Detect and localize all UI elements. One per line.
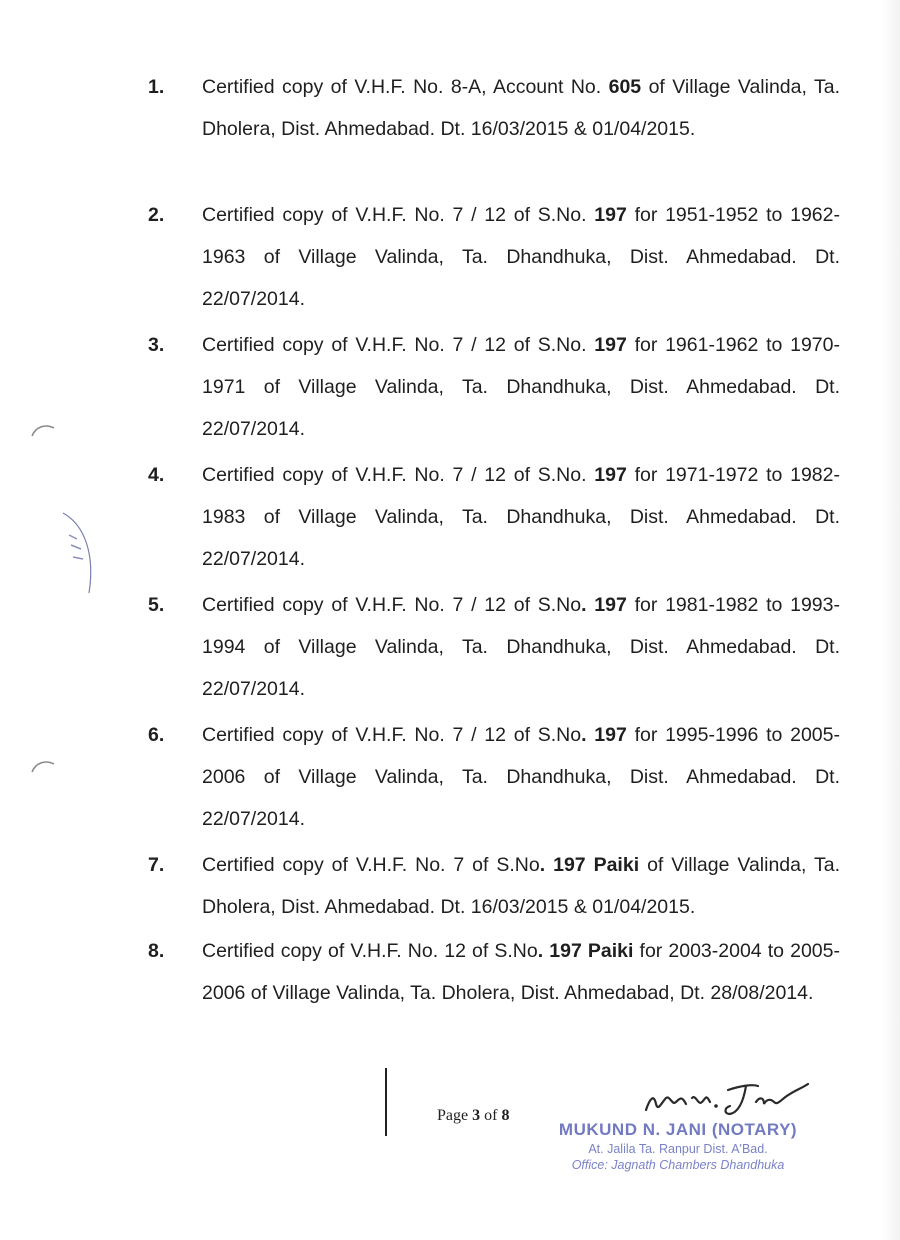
item-number: 7. xyxy=(148,854,165,876)
vertical-rule xyxy=(385,1068,387,1136)
item-number: 2. xyxy=(148,204,165,226)
stamp-name: MUKUND N. JANI (NOTARY) xyxy=(558,1120,798,1139)
item-text: Certified copy of V.H.F. No. 8-A, Account No. 605 of Village Valinda, Ta. Dholera, Dist. Ahmedabad. Dt. 16/03/2015 & 01/04/2015. xyxy=(202,76,840,140)
item-number: 8. xyxy=(148,940,165,962)
seal-fragment-icon xyxy=(55,505,100,600)
item-text: Certified copy of V.H.F. No. 7 / 12 of S.No. 197 for 1971-1972 to 1982-1983 of Village Valinda, Ta. Dhandhuka, Dist. Ahmedabad. Dt. 22/07/2014. xyxy=(202,464,840,570)
punch-hole-mark xyxy=(28,756,58,776)
scan-edge-shadow xyxy=(882,0,900,1240)
item-text: Certified copy of V.H.F. No. 7 / 12 of S.No. 197 for 1951-1952 to 1962-1963 of Village Valinda, Ta. Dhandhuka, Dist. Ahmedabad. Dt. 22/07/2014. xyxy=(202,204,840,310)
item-text: Certified copy of V.H.F. No. 7 / 12 of S.No. 197 for 1961-1962 to 1970-1971 of Village Valinda, Ta. Dhandhuka, Dist. Ahmedabad. Dt. 22/07/2014. xyxy=(202,334,840,440)
item-number: 5. xyxy=(148,594,165,616)
item-number: 1. xyxy=(148,76,165,98)
item-number: 4. xyxy=(148,464,165,486)
item-text: Certified copy of V.H.F. No. 7 / 12 of S.No. 197 for 1995-1996 to 2005-2006 of Village Valinda, Ta. Dhandhuka, Dist. Ahmedabad. Dt. 22/07/2014. xyxy=(202,724,840,830)
notary-signature xyxy=(640,1068,815,1123)
punch-hole-mark xyxy=(28,420,58,440)
item-number: 6. xyxy=(148,724,165,746)
item-text: Certified copy of V.H.F. No. 7 of S.No. 197 Paiki of Village Valinda, Ta. Dholera, Dist. Ahmedabad. Dt. 16/03/2015 & 01/04/2015. xyxy=(202,854,841,918)
item-number: 3. xyxy=(148,334,165,356)
item-text: Certified copy of V.H.F. No. 12 of S.No. 197 Paiki for 2003-2004 to 2005-2006 of Village Valinda, Ta. Dholera, Dist. Ahmedabad, Dt. 28/08/2014. xyxy=(202,940,840,1004)
page-number: Page 3 of 8 xyxy=(437,1107,510,1124)
stamp-address: At. Jalila Ta. Ranpur Dist. A'Bad. xyxy=(588,1142,768,1156)
notary-stamp xyxy=(548,1120,808,1172)
item-text: Certified copy of V.H.F. No. 7 / 12 of S.No. 197 for 1981-1982 to 1993-1994 of Village Valinda, Ta. Dhandhuka, Dist. Ahmedabad. Dt. 22/07/2014. xyxy=(202,594,840,700)
stamp-office: Office: Jagnath Chambers Dhandhuka xyxy=(571,1158,785,1172)
